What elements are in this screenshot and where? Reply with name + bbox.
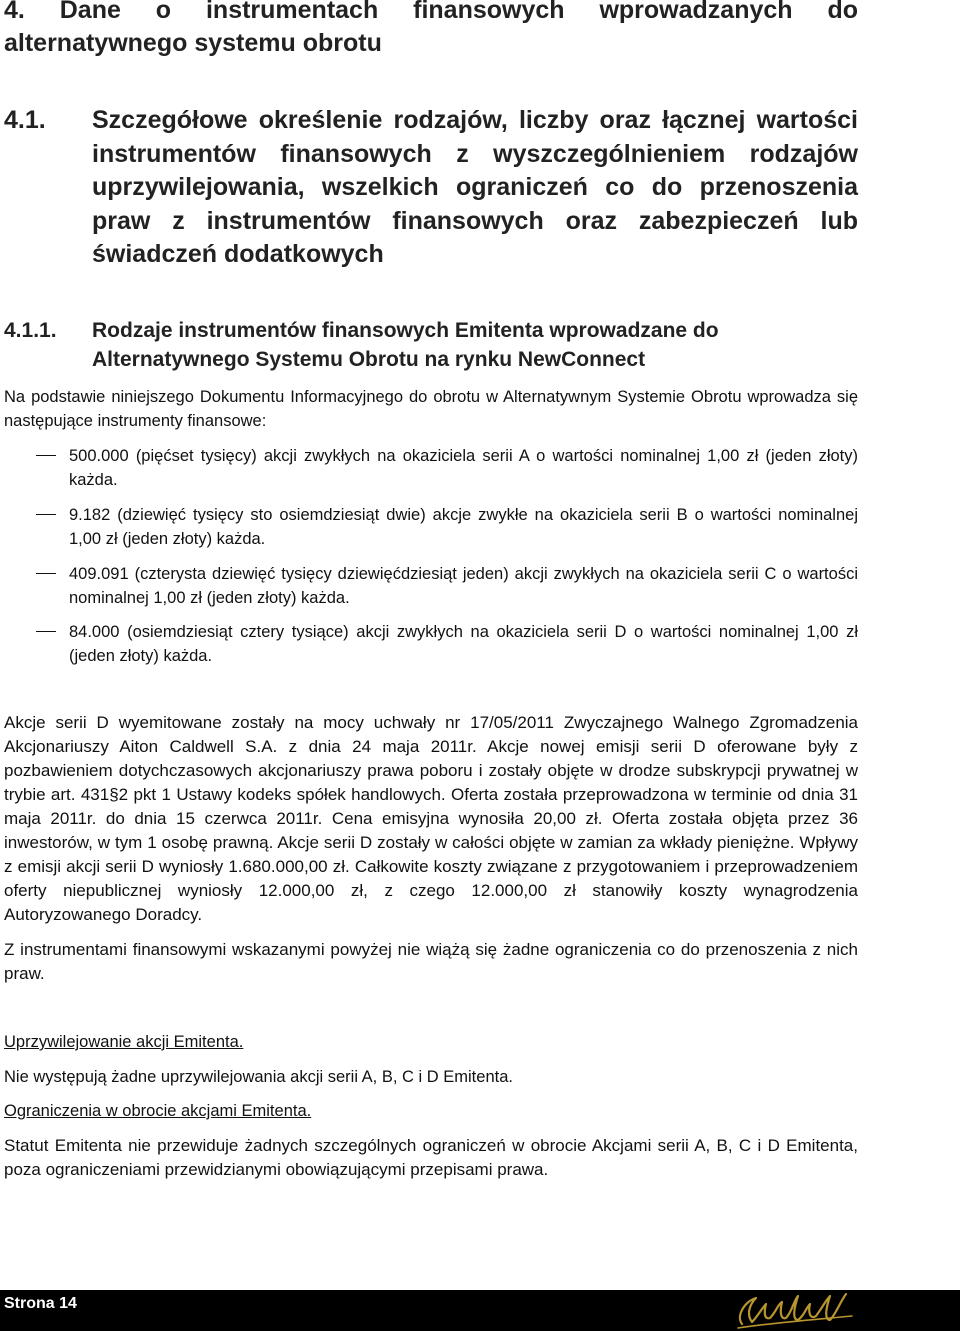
section-heading: 4. Dane o instrumentach finansowych wprowadzanych do alternatywnego systemu obrotu <box>4 0 858 57</box>
subsubsection-number: 4.1.1. <box>4 319 57 342</box>
page-footer <box>0 1290 960 1331</box>
list-item-text: 84.000 (osiemdziesiąt cztery tysiące) akcji zwykłych na okaziciela serii D o wartości nominalnej 1,00 zł (jeden złoty) każda. <box>69 623 858 665</box>
dash-bullet <box>36 573 56 574</box>
list-item-text: 409.091 (czterysta dziewięć tysięcy dziewięćdziesiąt jeden) akcji zwykłych na okaziciela serii C o wartości nominalnej 1,00 zł (jeden złoty) każda. <box>69 565 858 607</box>
subsubsection-title-line1: Rodzaje instrumentów finansowych Emitenta wprowadzane do <box>92 319 719 342</box>
list-item-text: 9.182 (dziewięć tysięcy sto osiemdziesiąt dwie) akcje zwykłe na okaziciela serii B o wartości nominalnej 1,00 zł (jeden złoty) każda. <box>69 506 858 548</box>
subsubsection-title-line2: Alternatywnego Systemu Obrotu na rynku NewConnect <box>92 348 646 371</box>
no-restrictions-paragraph: Z instrumentami finansowymi wskazanymi powyżej nie wiążą się żadne ograniczenia co do przenoszenia z nich praw. <box>4 940 858 983</box>
trading-restrictions-heading: Ograniczenia w obrocie akcjami Emitenta. <box>4 1102 312 1120</box>
page-number: Strona 14 <box>4 1295 77 1312</box>
trading-restrictions-text: Statut Emitenta nie przewiduje żadnych szczególnych ograniczeń w obrocie Akcjami serii A, B, C i D Emitenta, poza ograniczeniami przewidzianymi obowiązującymi przepisami prawa. <box>4 1136 858 1179</box>
series-d-paragraph: Akcje serii D wyemitowane zostały na mocy uchwały nr 17/05/2011 Zwyczajnego Walnego Zgromadzenia Akcjonariuszy Aiton Caldwell S.A. z dnia 24 maja 2011r. Akcje nowej emisji serii D oferowane były z pozbawieniem dotychczasowych akcjonariuszy prawa poboru i zostały objęte w drodze subskrypcji prywatnej w trybie art. 431§2 pkt 1 Ustawy kodeks spółek handlowych. Oferta została przeprowadzona w terminie od dnia 31 maja 2011r. do dnia 15 czerwca 2011r. Cena emisyjna wynosiła 20,00 zł. Oferta została objęta przez 36 inwestorów, w tym 1 osobę prawną. Akcje serii D zostały w całości objęte w zamian za wkłady pieniężne. Wpływy z emisji akcji serii D wyniosły 1.680.000,00 zł. Całkowite koszty związane z przygotowaniem i przeprowadzeniem oferty niepublicznej wyniosły 12.000,00 zł, z czego 12.000,00 zł stanowiły koszty wynagrodzenia Autoryzowanego Doradcy. <box>4 713 858 924</box>
dash-bullet <box>36 514 56 515</box>
list-item-text: 500.000 (pięćset tysięcy) akcji zwykłych na okaziciela serii A o wartości nominalnej 1,00 zł (jeden złoty) każda. <box>69 447 858 489</box>
subsection-number: 4.1. <box>4 106 46 134</box>
signature-logo <box>730 1290 860 1331</box>
privilege-text: Nie występują żadne uprzywilejowania akcji serii A, B, C i D Emitenta. <box>4 1068 513 1086</box>
subsection-title: Szczegółowe określenie rodzajów, liczby oraz łącznej wartości instrumentów finansowych z wyszczególnieniem rodzajów uprzywilejowania, wszelkich ograniczeń co do przenoszenia praw z instrumentów finansowych oraz zabezpieczeń lub świadczeń dodatkowych <box>92 106 858 268</box>
intro-paragraph: Na podstawie niniejszego Dokumentu Informacyjnego do obrotu w Alternatywnym Systemie Obrotu wprowadza się następujące instrumenty finansowe: <box>4 388 858 430</box>
dash-bullet <box>36 455 56 456</box>
dash-bullet <box>36 631 56 632</box>
privilege-heading: Uprzywilejowanie akcji Emitenta. <box>4 1033 244 1051</box>
